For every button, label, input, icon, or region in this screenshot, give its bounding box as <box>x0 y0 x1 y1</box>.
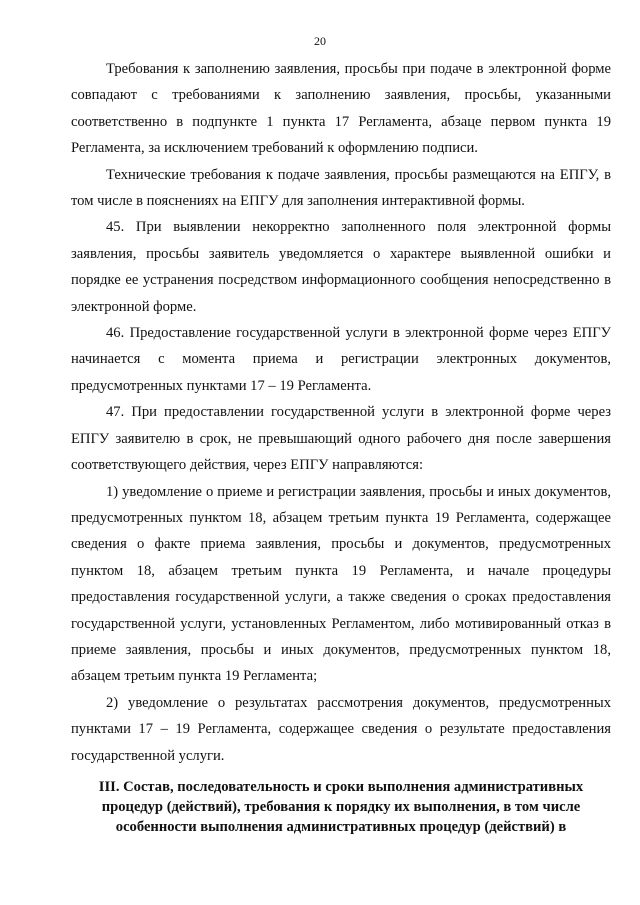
paragraph-45: 45. При выявлении некорректно заполненного поля электронной формы заявления, просьбы заявитель уведомляется о характере выявленной ошибки и порядке ее устранения посредством информационного сообщения непосредственно в электронной форме. <box>71 219 611 315</box>
page-number: 20 <box>314 34 326 48</box>
section-heading: III. Состав, последовательность и сроки выполнения административных процедур (действий), требования к порядку их выполнения, в том числе особенности выполнения административных процедур (действий) в <box>98 779 584 835</box>
paragraph-filling-requirements: Требования к заполнению заявления, просьбы при подаче в электронной форме совпадают с требованиями к заполнению заявления, просьбы, указанными соответственно в подпункте 1 пункта 17 Регламента, абзаце первом пункта 19 Регламента, за исключением требований к оформлению подписи. <box>71 61 611 157</box>
document-body <box>71 56 611 769</box>
paragraph-46: 46. Предоставление государственной услуги в электронной форме через ЕПГУ начинается с момента приема и регистрации электронных документов, предусмотренных пунктами 17 – 19 Регламента. <box>71 325 611 394</box>
paragraph-47: 47. При предоставлении государственной услуги в электронной форме через ЕПГУ заявителю в срок, не превышающий одного рабочего дня после завершения соответствующего действия, через ЕПГУ направляются: <box>71 404 611 474</box>
paragraph-47-item-1: 1) уведомление о приеме и регистрации заявления, просьбы и иных документов, предусмотренных пунктом 18, абзацем третьим пункта 19 Регламента, содержащее сведения о факте приема заявления, просьбы и документов, предусмотренных пунктом 18, абзацем третьим пункта 19 Регламента, и начале процедуры предоставления государственной услуги, а также сведения о сроках предоставления государственной услуги, установленных Регламентом, либо мотивированный отказ в приеме заявления, просьбы и иных документов, предусмотренных пунктом 18, абзацем третьим пункта 19 Регламента; <box>71 483 611 685</box>
paragraph-47-item-2: 2) уведомление о результатах рассмотрения документов, предусмотренных пунктами 17 – 19 Регламента, содержащее сведения о результате предоставления государственной услуги. <box>71 694 611 764</box>
paragraph-technical-requirements: Технические требования к подаче заявления, просьбы размещаются на ЕПГУ, в том числе в пояснениях на ЕПГУ для заполнения интерактивной формы. <box>71 166 611 210</box>
